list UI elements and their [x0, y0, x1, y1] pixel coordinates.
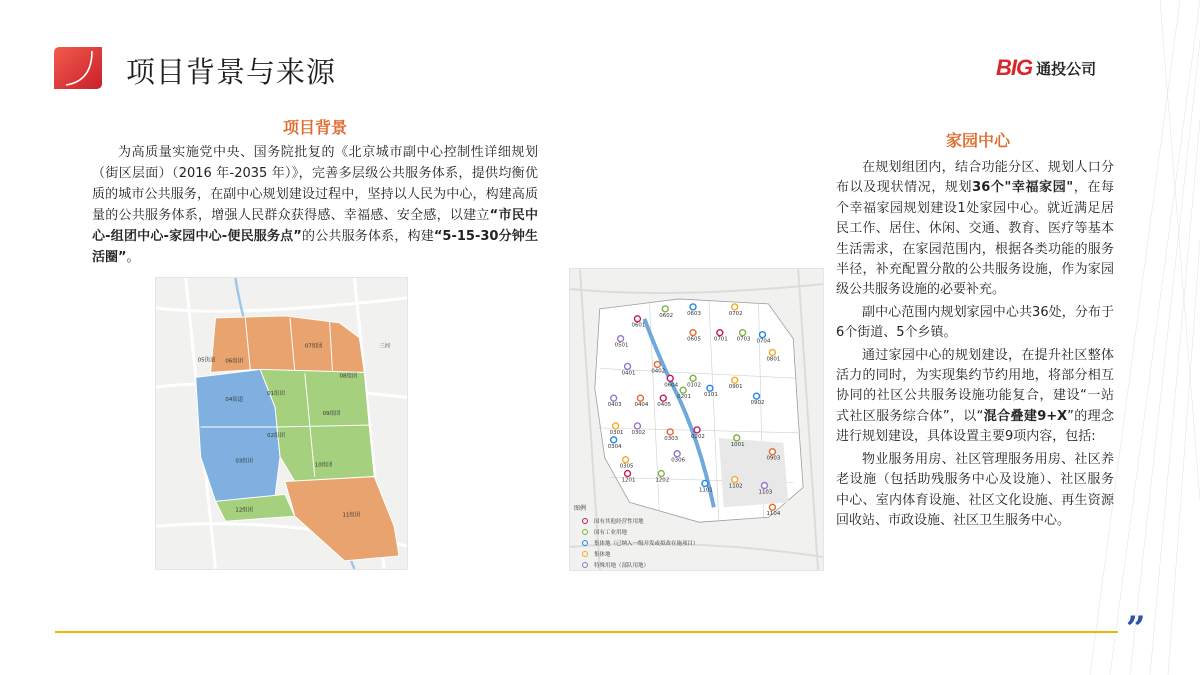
quote-mark-icon: ”: [1126, 609, 1146, 649]
paragraph: [836, 346, 1114, 448]
logo-mark: BIG: [996, 55, 1033, 80]
map-marker-icon: [667, 429, 673, 435]
map-marker-icon: [618, 336, 624, 342]
map-code-label: 0405: [657, 402, 672, 409]
map-marker-icon: [637, 395, 643, 401]
map-code-label: 0701: [713, 336, 728, 343]
map-marker-icon: [660, 395, 666, 401]
map-code-label: 0702: [728, 310, 743, 317]
map-label: 02组团: [267, 432, 285, 439]
map-code-label: 0801: [766, 356, 781, 363]
map-code-label: 0704: [756, 338, 771, 345]
map-code-label: 0903: [766, 455, 781, 462]
map-code-label: 0603: [687, 310, 701, 317]
map-marker-icon: [707, 385, 713, 391]
map-label: 三河: [379, 343, 391, 350]
map-code-label: 0305: [619, 463, 634, 470]
map-code-label: 0306: [671, 457, 686, 464]
logo-text: 通投公司: [1036, 59, 1097, 78]
map-legend: [574, 503, 714, 570]
map-label: 07组团: [304, 343, 323, 350]
page-title: 项目背景与来源: [126, 55, 337, 89]
map-marker-icon: [732, 304, 738, 310]
map-code-label: 0202: [691, 433, 705, 440]
paragraph: 物业服务用房、社区管理服务用房、社区养老设施（包括助残服务中心及设施）、社区服务中心、室内体育设施、社区文化设施、再生资源回收站、市政设施、社区卫生服务中心。: [836, 451, 1114, 528]
map-marker-icon: [690, 304, 696, 310]
map-marker-icon: [654, 361, 660, 367]
text-bold: “市民中心-组团中心-家园中心-便民服务点”: [92, 208, 538, 244]
company-logo: [996, 55, 1096, 81]
map-marker-icon: [611, 395, 617, 401]
legend-title: 图例: [574, 505, 587, 512]
map-label: 01组团: [267, 391, 285, 398]
text-bold: “5-15-30分钟生活圈”: [92, 229, 539, 265]
map-code-label: 1201: [621, 477, 636, 484]
legend-item: [574, 515, 714, 526]
map-code-label: 1101: [698, 487, 713, 494]
map-label: 08组团: [339, 373, 358, 380]
paragraph: [836, 158, 1114, 301]
map-code-label: 0602: [659, 312, 674, 319]
map-marker-icon: [613, 423, 619, 429]
district-map-image: [155, 277, 408, 570]
legend-circle-icon: [582, 540, 588, 546]
text-run: 在规划组团内，结合功能分区、规划人口分布以及现状情况，规划: [836, 160, 1114, 196]
legend-label: 集体地: [594, 551, 611, 558]
map-marker-icon: [674, 451, 680, 457]
map-code-label: 0902: [750, 400, 765, 407]
bottom-divider: [55, 631, 1118, 633]
map-code-label: 1103: [758, 489, 773, 496]
legend-circle-icon: [582, 562, 588, 568]
legend-circle-icon: [582, 518, 588, 524]
legend-label: 集体地（已纳入一级开发或拟改在施项目）: [594, 540, 699, 547]
map-code-label: 1202: [655, 477, 670, 484]
map-marker-icon: [702, 481, 708, 487]
district-map-svg: [156, 278, 407, 569]
section-title-home-center: 家园中心: [945, 131, 1010, 150]
map-marker-icon: [734, 435, 740, 441]
map-label: 06组团: [225, 358, 244, 365]
map-marker-icon: [760, 332, 766, 338]
legend-label: 国有工业用地: [594, 529, 628, 536]
map-code-label: 0501: [614, 342, 629, 349]
map-code-label: 0604: [664, 382, 679, 389]
legend-label: 国有其他经营性用地: [594, 518, 644, 525]
map-code-label: 0404: [634, 402, 649, 409]
map-marker-icon: [732, 477, 738, 483]
text-run: 为高质量实施党中央、国务院批复的《北京城市副中心控制性详细规划（街区层面）（2016 年-2035 年）》，完善多层级公共服务体系，提供均衡优质的城市公共服务，在副中心规划建设过程中，坚持以人民为中心，构建高质量的公共服务体系，增强人民群众获得感、幸福感、安全感，以建立: [92, 145, 538, 223]
map-marker-icon: [690, 330, 696, 336]
map-marker-icon: [634, 316, 640, 322]
legend-item: [574, 537, 714, 548]
map-code-label: 0402: [651, 368, 666, 375]
legend-item: [574, 559, 714, 570]
map-label: 12组团: [235, 507, 254, 514]
legend-item: [574, 526, 714, 537]
map-code-label: 0303: [664, 435, 679, 442]
map-marker-icon: [717, 330, 723, 336]
map-label: 03组团: [235, 458, 254, 465]
map-code-label: 1104: [766, 511, 781, 518]
text-run: ，在每个幸福家园规划建设1处家园中心。就近满足居民工作、居住、休闲、交通、教育、医疗等基本生活需求，在家园范围内，根据各类功能的服务半径，补充配置分散的公共服务设施，作为家园级公共服务设施的必要补充。: [836, 180, 1114, 298]
map-marker-icon: [690, 375, 696, 381]
header-badge-icon: [52, 45, 104, 91]
map-marker-icon: [623, 457, 629, 463]
home-center-text: [836, 158, 1114, 531]
map-marker-icon: [769, 449, 775, 455]
map-code-label: 0302: [631, 429, 646, 436]
map-code-label: 0601: [631, 322, 646, 329]
map-marker-icon: [667, 375, 673, 381]
legend-circle-icon: [582, 529, 588, 535]
map-code-label: 0901: [728, 384, 743, 391]
map-code-label: 1001: [730, 441, 745, 448]
legend-item: [574, 548, 714, 559]
map-marker-icon: [658, 471, 664, 477]
map-marker-icon: [769, 350, 775, 356]
map-marker-icon: [611, 437, 617, 443]
text-run: 通过家园中心的规划建设，在提升社区整体活力的同时，为实现集约节约用地，将部分相互协同的社区公共服务设施功能复合，建设“一站式社区服务综合体”，以“: [836, 347, 1114, 424]
map-marker-icon: [732, 377, 738, 383]
paragraph: 副中心范围内规划家园中心共36处，分布于6个街道、5个乡镇。: [836, 304, 1114, 341]
text-run: ”的理念进行规划建设，具体设置主要9项内容，包括:: [836, 408, 1114, 445]
map-code-label: 0102: [687, 382, 701, 389]
map-marker-icon: [769, 504, 775, 510]
map-marker-icon: [625, 471, 631, 477]
map-label: 05街道: [197, 357, 216, 364]
map-code-label: 0304: [607, 443, 622, 450]
text-bold: 混合叠建9+X: [983, 408, 1068, 424]
map-code-label: 0401: [621, 370, 636, 377]
legend-circle-icon: [582, 551, 588, 557]
map-marker-icon: [662, 306, 668, 312]
background-paragraph: [92, 142, 538, 268]
text-run: 。: [126, 250, 140, 265]
map-code-label: 0403: [607, 402, 622, 409]
map-code-label: 0301: [609, 429, 624, 436]
map-code-label: 0703: [736, 336, 751, 343]
map-code-label: 0605: [687, 336, 701, 343]
map-label: 04街道: [225, 397, 244, 404]
text-bold: 36个"幸福家园": [972, 180, 1074, 196]
map-marker-icon: [754, 393, 760, 399]
map-label: 09组团: [322, 411, 341, 418]
home-center-map-image: [569, 268, 824, 571]
map-marker-icon: [740, 330, 746, 336]
map-code-label: 0101: [703, 392, 718, 399]
map-label: 11组团: [342, 512, 361, 519]
map-code-label: 1102: [728, 483, 743, 490]
map-marker-icon: [625, 363, 631, 369]
map-marker-icon: [761, 483, 767, 489]
map-label: 10组团: [314, 462, 333, 469]
text-run: 的公共服务体系，构建: [301, 229, 434, 244]
legend-label: 特殊用地（部队用地）: [594, 562, 650, 569]
map-marker-icon: [680, 387, 686, 393]
map-code-label: 0201: [677, 394, 691, 401]
map-marker-icon: [694, 427, 700, 433]
map-marker-icon: [634, 423, 640, 429]
section-title-background: 项目背景: [282, 118, 347, 137]
